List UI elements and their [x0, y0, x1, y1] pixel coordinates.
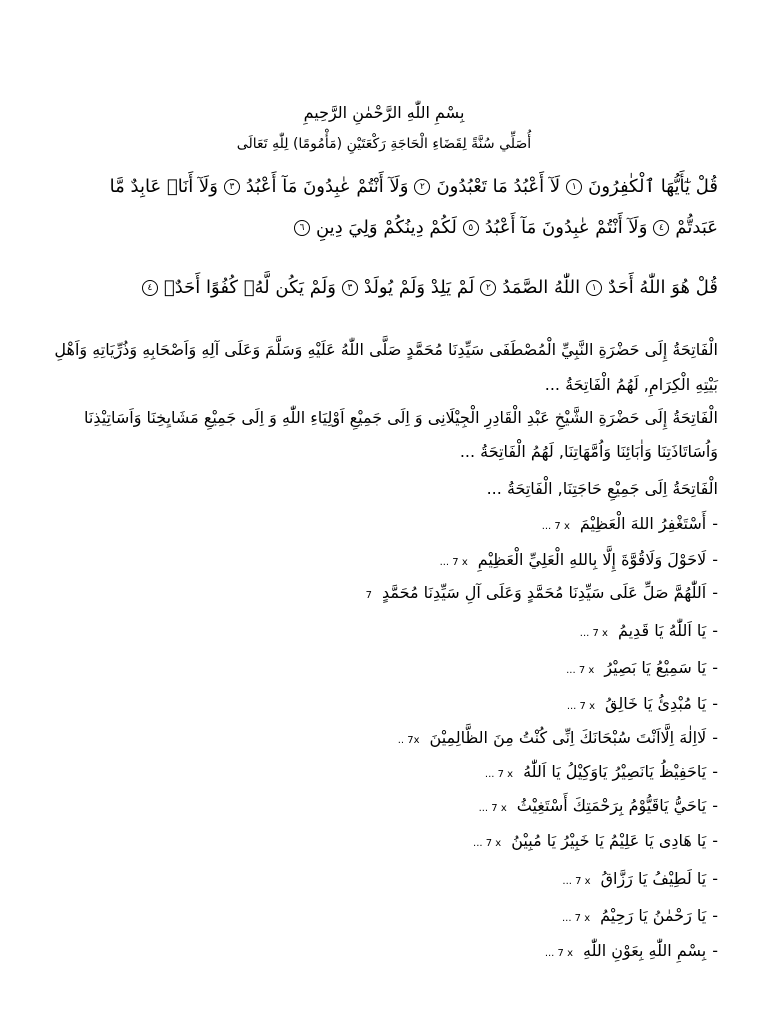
list-bullet: -	[712, 621, 718, 640]
ayah-text: لَكُمْ دِينُكُمْ وَلِيَ دِينِ	[315, 217, 457, 238]
list-bullet: -	[712, 906, 718, 925]
fatiha-dedication-prophet-line-1: الْفَاتِحَةُ إِلَى حَضْرَةِ النَّبِيِّ الْمُصْطَفَى سَيِّدِنَا مُحَمَّدٍ صَلَّى اللّٰهُ عَلَيْهِ وَسَلَّمَ وَعَلَى آلِهِ وَاَصْحَابِهِ وَذُرِّيَاتِهِ وَاَهْلِ	[54, 340, 718, 359]
surah-kafirun-line-1	[110, 176, 718, 197]
dhikr-text: أَسْتَغْفِرُ اللهَ الْعَظِيْمَ	[579, 514, 707, 533]
list-bullet: -	[712, 728, 718, 747]
dhikr-item	[479, 796, 718, 815]
list-bullet: -	[712, 658, 718, 677]
list-bullet: -	[712, 869, 718, 888]
list-bullet: -	[712, 941, 718, 960]
dhikr-text: يَا سَمِيْعُ يَا بَصِيْرُ	[604, 658, 707, 677]
dhikr-item	[398, 728, 718, 747]
ayah-text: لَآ أَعْبُدُ مَا تَعْبُدُونَ	[436, 176, 561, 197]
dhikr-text: يَاحَفِيْظُ يَانَصِيْرُ يَاوَكِيْلُ يَا اَللّٰهُ	[523, 762, 707, 781]
dhikr-text: بِسْمِ اللّٰهِ بِعَوْنِ اللّٰهِ	[583, 941, 707, 960]
dhikr-item	[567, 694, 718, 713]
dhikr-text: يَا رَحْمٰنُ يَا رَحِيْمُ	[600, 906, 707, 925]
dhikr-text: اَللّٰهُمَّ صَلِّ عَلَى سَيِّدِنَا مُحَمَّدٍ وَعَلَى آلِ سَيِّدِنَا مُحَمَّدٍ	[382, 583, 707, 602]
repetition-count: ... 7 x	[544, 948, 573, 959]
dhikr-item	[562, 869, 718, 888]
dhikr-text: يَا مُبْدِئُ يَا خَالِقُ	[605, 694, 707, 713]
ayah-text: وَلَآ أَنْتُمْ عٰبِدُونَ مَآ أَعْبُدُ	[484, 217, 648, 238]
list-bullet: -	[712, 514, 718, 533]
ayah-number-icon: ١	[586, 280, 602, 296]
repetition-count: ... 7 x	[562, 876, 591, 887]
list-bullet: -	[712, 583, 718, 602]
repetition-count: ... 7 x	[439, 557, 468, 568]
list-bullet: -	[712, 694, 718, 713]
fatiha-dedication-needs: الْفَاتِحَةُ اِلَى جَمِيْعِ حَاجَتِنَا, الْفَاتِحَةُ ...	[486, 479, 718, 498]
ayah-text: وَلَمْ يَكُن لَّهُۥ كُفُوًا أَحَدٌۢ	[163, 277, 336, 298]
bismillah-heading: بِسْمِ اللّٰهِ الرَّحْمٰنِ الرَّحِيمِ	[303, 103, 465, 122]
ayah-text: عَبَدتُّمْ	[675, 217, 718, 238]
ayah-number-icon: ٣	[342, 280, 358, 296]
ayah-text: وَلَآ أَنَا۠ عَابِدٌ مَّا	[109, 176, 218, 197]
repetition-count: ... 7 x	[566, 665, 595, 676]
fatiha-dedication-shaykh-line-2: وَاُسَاتَاذَتِنَا وَاٰبَائِنَا وَاُمَّهَاتِنَا, لَهُمُ الْفَاتِحَةُ ...	[459, 442, 718, 461]
ayah-text: قُلْ هُوَ اللّٰهُ أَحَدٌ	[608, 277, 718, 298]
dhikr-item	[440, 550, 718, 569]
repetition-count: ... 7 x	[478, 803, 507, 814]
repetition-count: ... 7 x	[473, 838, 502, 849]
ayah-number-icon: ١	[566, 179, 582, 195]
ayah-number-icon: ٢	[480, 280, 496, 296]
ayah-text: قُلْ يٰٓأَيُّهَا ٱلْكٰفِرُونَ	[588, 176, 718, 197]
list-bullet: -	[712, 796, 718, 815]
dhikr-text: يَا لَطِيْفُ يَا رَزَّاقُ	[600, 869, 707, 888]
list-bullet: -	[712, 550, 718, 569]
fatiha-dedication-prophet-line-2: بَيْتِهِ الْكِرَامِ, لَهُمُ الْفَاتِحَةُ ...	[544, 375, 718, 394]
list-bullet: -	[712, 762, 718, 781]
ayah-number-icon: ٦	[294, 220, 310, 236]
dhikr-item	[580, 621, 718, 640]
dhikr-item	[545, 941, 718, 960]
list-bullet: -	[712, 831, 718, 850]
dhikr-item	[562, 906, 718, 925]
ayah-text: وَلَآ أَنْتُمْ عٰبِدُونَ مَآ أَعْبُدُ	[245, 176, 409, 197]
repetition-count: 7	[365, 590, 373, 601]
ayah-number-icon: ٢	[414, 179, 430, 195]
dhikr-text: لَااِلٰهَ اِلَّااَنْتَ سُبْحَانَكَ اِنِّى كُنْتُ مِنَ الظَّالِمِيْنَ	[429, 728, 707, 747]
dhikr-text: يَا اَللّٰهُ يَا قَدِيمُ	[617, 621, 707, 640]
dhikr-item	[473, 831, 718, 850]
dhikr-text: يَا هَادِى يَا عَلِيْمُ يَا خَبِيْرُ يَا مُبِيْنُ	[511, 831, 707, 850]
repetition-count: ... 7 x	[541, 521, 570, 532]
repetition-count: ... 7 x	[561, 913, 591, 924]
dhikr-text: يَاحَيُّ يَاقَيُّوْمُ بِرَحْمَتِكَ أَسْتَغِيْثُ	[516, 796, 707, 815]
dhikr-item	[366, 583, 718, 602]
dhikr-item	[485, 762, 718, 781]
dhikr-item	[542, 514, 718, 533]
fatiha-dedication-shaykh-line-1: الْفَاتِحَةُ إِلَى حَضْرَةِ الشَّيْخِ عَبْدِ الْقَادِرِ الْجِيْلَانِى وَ اِلَى جَمِيْعِ اَوْلِيَاءِ اللّٰهِ وَ اِلَى جَمِيْعِ مَشَايِخِنَا وَاَسَاتِيْذِنَا	[84, 408, 718, 427]
ayah-number-icon: ٤	[653, 220, 669, 236]
surah-kafirun-line-2	[288, 217, 718, 238]
repetition-count: ... 7 x	[484, 769, 514, 780]
repetition-count: ... 7 x	[566, 701, 595, 712]
ayah-number-icon: ٤	[142, 280, 158, 296]
surah-ikhlas	[136, 277, 718, 298]
ayah-text: اللّٰهُ الصَّمَدُ	[502, 277, 581, 298]
dhikr-text: لَاحَوْلَ وَلَاقُوَّةَ إِلَّا بِاللهِ الْعَلِيِّ الْعَظِيْمِ	[477, 550, 707, 569]
ayah-number-icon: ٣	[224, 179, 240, 195]
ayah-text: لَمْ يَلِدْ وَلَمْ يُولَدْ	[363, 277, 475, 298]
ayah-number-icon: ٥	[463, 220, 479, 236]
repetition-count: .. 7x	[397, 735, 420, 746]
prayer-intention: أُصَلِّي سُنَّةً لِقَضَاءِ الْحَاجَةِ رَكْعَتَيْنِ (مَأْمُومًا) لِلّٰهِ تَعَالَى	[236, 136, 532, 152]
repetition-count: ... 7 x	[579, 628, 608, 639]
dhikr-item	[566, 658, 718, 677]
